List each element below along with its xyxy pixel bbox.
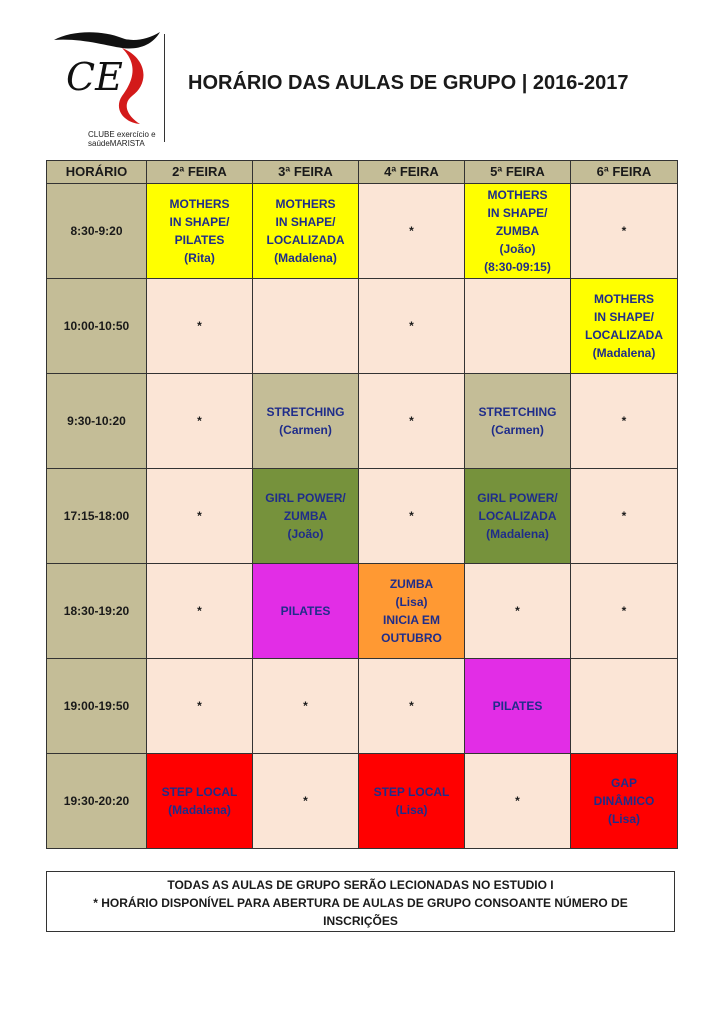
schedule-row (47, 564, 678, 659)
schedule-row (47, 184, 678, 279)
class-cell-text: LOCALIZADA (585, 328, 663, 342)
schedule-row (47, 374, 678, 469)
class-cell-text: IN SHAPE/ (169, 215, 230, 229)
class-cell-text: PILATES (280, 604, 331, 618)
class-cell-text: GAP (610, 776, 637, 790)
class-cell (465, 279, 571, 374)
class-cell-text: * (409, 319, 414, 333)
class-cell-text: PILATES (492, 699, 543, 713)
schedule-row (47, 754, 678, 849)
class-cell-text: * (197, 604, 202, 618)
class-cell-text: MOTHERS (594, 292, 654, 306)
class-cell-text: ZUMBA (283, 509, 328, 523)
class-cell-text: IN SHAPE/ (487, 206, 548, 220)
class-cell-text: (Lisa) (395, 803, 428, 817)
class-cell (359, 564, 465, 659)
class-cell-text: * (409, 509, 414, 523)
class-cell (359, 754, 465, 849)
class-cell-text: IN SHAPE/ (275, 215, 336, 229)
class-cell (359, 469, 465, 564)
footer-note (46, 871, 675, 932)
time-slot: 8:30-9:20 (47, 184, 147, 279)
class-cell (147, 184, 253, 279)
time-slot: 9:30-10:20 (47, 374, 147, 469)
svg-text:CE: CE (66, 55, 123, 99)
class-cell (253, 469, 359, 564)
class-cell (253, 184, 359, 279)
class-cell (147, 754, 253, 849)
class-cell-text: ZUMBA (389, 577, 434, 591)
class-cell-text: (Madalena) (486, 527, 549, 541)
logo-caption-line2: saúdeMARISTA (88, 139, 145, 148)
class-cell-text: * (197, 699, 202, 713)
class-cell-text: STRETCHING (266, 405, 345, 419)
header-day: 6ª FEIRA (571, 161, 678, 184)
header-time: HORÁRIO (47, 161, 147, 184)
class-cell (253, 279, 359, 374)
class-cell-text: * (303, 794, 308, 808)
schedule-table (46, 160, 678, 849)
class-cell-text: MOTHERS (487, 188, 548, 202)
class-cell-text: STEP LOCAL (373, 785, 450, 799)
class-cell (465, 374, 571, 469)
time-slot: 19:30-20:20 (47, 754, 147, 849)
class-cell (571, 564, 678, 659)
class-cell (253, 754, 359, 849)
class-cell-text: * (409, 699, 414, 713)
schedule-row (47, 659, 678, 754)
class-cell-text: MOTHERS (275, 197, 336, 211)
class-cell-text: STRETCHING (478, 405, 557, 419)
schedule-row (47, 469, 678, 564)
class-cell (147, 659, 253, 754)
schedule-row (47, 279, 678, 374)
divider (164, 34, 165, 142)
header-row (47, 161, 678, 184)
class-cell-text: (Rita) (184, 251, 215, 265)
header-day: 3ª FEIRA (253, 161, 359, 184)
class-cell-text: (Madalena) (592, 346, 656, 360)
class-cell-text: (João) (499, 242, 536, 256)
logo-caption (88, 130, 156, 148)
class-cell-text: * (303, 699, 308, 713)
class-cell-text: * (197, 414, 202, 428)
logo-caption-line1: CLUBE exercício e (88, 130, 156, 139)
class-cell-text: MOTHERS (169, 197, 230, 211)
class-cell (465, 469, 571, 564)
class-cell (359, 374, 465, 469)
class-cell (571, 279, 678, 374)
class-cell (465, 564, 571, 659)
time-slot: 10:00-10:50 (47, 279, 147, 374)
class-cell-text: * (621, 224, 627, 238)
class-cell (147, 469, 253, 564)
class-cell-text: OUTUBRO (381, 631, 442, 645)
class-cell (147, 564, 253, 659)
class-cell-text: (Lisa) (395, 595, 428, 609)
header-day: 5ª FEIRA (465, 161, 571, 184)
class-cell-text: (Lisa) (607, 812, 640, 826)
class-cell-text: STEP LOCAL (161, 785, 238, 799)
class-cell (571, 374, 678, 469)
class-cell (465, 659, 571, 754)
time-slot: 18:30-19:20 (47, 564, 147, 659)
class-cell (465, 184, 571, 279)
time-slot: 17:15-18:00 (47, 469, 147, 564)
class-cell (359, 659, 465, 754)
class-cell-text: ZUMBA (495, 224, 540, 238)
footer-line: TODAS AS AULAS DE GRUPO SERÃO LECIONADAS NO ESTUDIO I (167, 878, 554, 892)
header-day: 2ª FEIRA (147, 161, 253, 184)
class-cell-text: PILATES (174, 233, 225, 247)
class-cell-text: (Carmen) (491, 423, 544, 437)
footer-line: INSCRIÇÕES (323, 914, 398, 928)
class-cell (253, 564, 359, 659)
class-cell-text: (Madalena) (274, 251, 337, 265)
class-cell-text: * (409, 224, 414, 238)
class-cell (571, 754, 678, 849)
class-cell-text: (Madalena) (168, 803, 231, 817)
class-cell (147, 279, 253, 374)
class-cell-text: * (621, 509, 627, 523)
time-slot: 19:00-19:50 (47, 659, 147, 754)
class-cell-text: * (409, 414, 414, 428)
class-cell-text: INICIA EM (383, 613, 440, 627)
class-cell (571, 659, 678, 754)
class-cell (253, 374, 359, 469)
class-cell-text: (Carmen) (279, 423, 332, 437)
class-cell (253, 659, 359, 754)
class-cell-text: * (197, 319, 202, 333)
header-day: 4ª FEIRA (359, 161, 465, 184)
class-cell-text: * (515, 604, 520, 618)
class-cell-text: GIRL POWER/ (265, 491, 346, 505)
class-cell-text: * (197, 509, 202, 523)
page-title: HORÁRIO DAS AULAS DE GRUPO | 2016-2017 (188, 72, 629, 94)
class-cell (147, 374, 253, 469)
class-cell (359, 184, 465, 279)
class-cell-text: LOCALIZADA (478, 509, 557, 523)
class-cell (465, 754, 571, 849)
class-cell-text: (João) (287, 527, 324, 541)
class-cell (359, 279, 465, 374)
class-cell (571, 469, 678, 564)
class-cell-text: * (515, 794, 520, 808)
class-cell-text: IN SHAPE/ (593, 310, 654, 324)
class-cell-text: DINÂMICO (593, 794, 655, 808)
class-cell-text: LOCALIZADA (266, 233, 345, 247)
class-cell-text: GIRL POWER/ (477, 491, 558, 505)
class-cell-text: (8:30-09:15) (484, 260, 551, 274)
class-cell-text: * (621, 414, 627, 428)
footer-line: * HORÁRIO DISPONÍVEL PARA ABERTURA DE AULAS DE GRUPO CONSOANTE NÚMERO DE (93, 896, 628, 910)
class-cell (571, 184, 678, 279)
class-cell-text: * (621, 604, 627, 618)
